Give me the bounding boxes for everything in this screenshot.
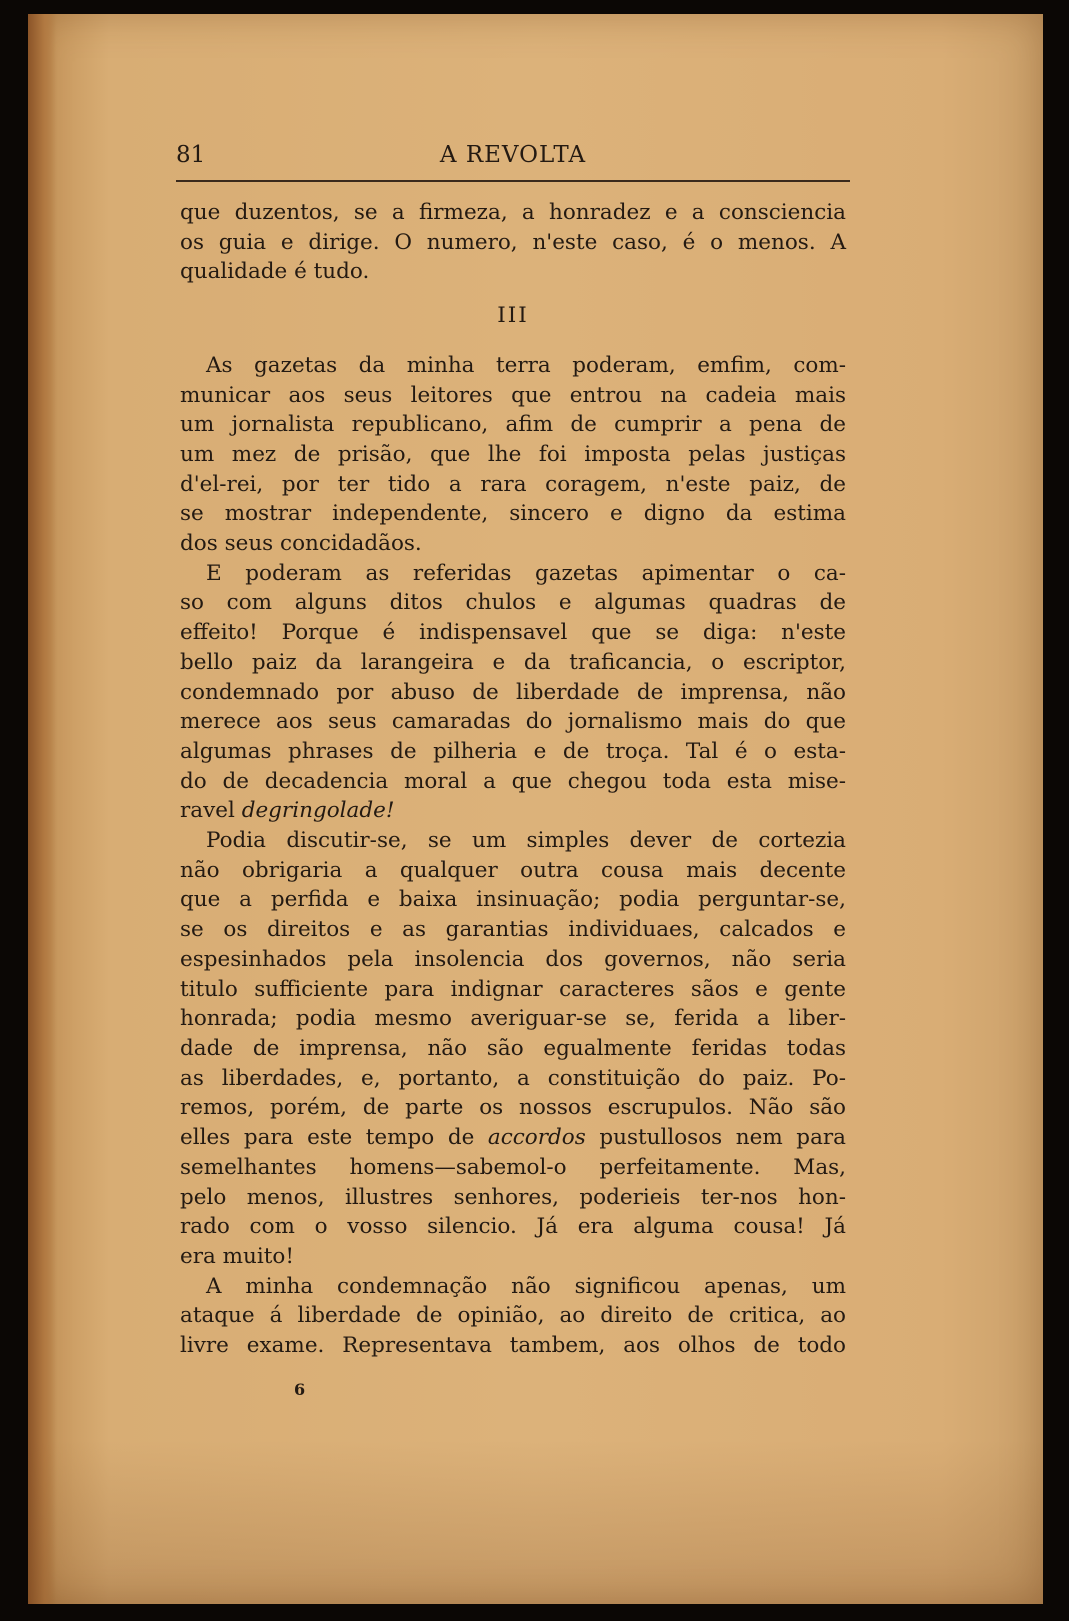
text-line: As gazetas da minha terra poderam, emfim, com- — [206, 352, 846, 378]
text-line: qualidade é tudo. — [180, 259, 370, 285]
text-run: elles para este tempo de — [180, 1125, 488, 1151]
italic-term: accordos — [487, 1125, 586, 1151]
text-line: era muito! — [180, 1243, 294, 1269]
running-title: A REVOLTA — [439, 142, 587, 168]
text-run: pustullosos nem para — [585, 1125, 846, 1151]
text-line — [180, 1123, 846, 1153]
body-text — [180, 198, 846, 1361]
text-line: rado com o vosso silencio. Já era alguma cousa! Já — [180, 1214, 846, 1240]
text-line: um jornalista republicano, afim de cumprir a pena de — [180, 412, 846, 438]
text-line: semelhantes homens—sabemol-o perfeitamente. Mas, — [180, 1154, 846, 1180]
text-line — [180, 796, 846, 826]
text-line: pelo menos, illustres senhores, poderieis ter-nos hon- — [180, 1184, 846, 1210]
text-line: merece aos seus camaradas do jornalismo mais do que — [180, 709, 846, 735]
text-line: dade de imprensa, não são egualmente feridas todas — [180, 1035, 846, 1061]
text-line: que duzentos, se a firmeza, a honradez e a consciencia — [180, 200, 846, 225]
text-line: os guia e dirige. O numero, n'este caso, é o menos. A — [180, 229, 846, 255]
text-line: dos seus concidadãos. — [180, 531, 422, 557]
text-run: ravel — [180, 798, 242, 824]
text-line: effeito! Porque é indispensavel que se diga: n'este — [180, 620, 846, 646]
text-line: ataque á liberdade de opinião, ao direito de critica, ao — [180, 1303, 846, 1329]
text-line: titulo sufficiente para indignar caracteres sãos e gente — [180, 976, 846, 1002]
text-line: algumas phrases de pilheria e de troça. Tal é o esta- — [180, 738, 846, 764]
signature-mark: 6 — [294, 1380, 306, 1399]
text-line: não obrigaria a qualquer outra cousa mais decente — [180, 857, 846, 883]
text-line: que a perfida e baixa insinuação; podia perguntar-se, — [180, 887, 846, 913]
page-shading — [28, 1440, 1043, 1604]
text-line: se os direitos e as garantias individuaes, calcados e — [180, 917, 846, 943]
text-line: um mez de prisão, que lhe foi imposta pelas justiças — [180, 441, 846, 467]
section-heading: III — [497, 303, 529, 329]
text-line: livre exame. Representava tambem, aos olhos de todo — [180, 1333, 846, 1359]
book-spine-shadow — [28, 14, 56, 1604]
page-number: 81 — [176, 142, 206, 168]
text-line: d'el-rei, por ter tido a rara coragem, n'este paiz, de — [180, 471, 846, 497]
header-rule — [176, 180, 850, 182]
text-line: E poderam as referidas gazetas apimentar o ca- — [206, 560, 846, 586]
text-line: bello paiz da larangeira e da traficancia, o escriptor, — [180, 649, 846, 675]
text-line: so com alguns ditos chulos e algumas quadras de — [180, 590, 846, 616]
text-line: A minha condemnação não significou apenas, um — [206, 1273, 846, 1299]
italic-term: degringolade! — [241, 798, 395, 824]
page-header — [176, 142, 850, 176]
text-line: do de decadencia moral a que chegou toda esta mise- — [180, 768, 846, 794]
text-line: espesinhados pela insolencia dos governos, não seria — [180, 946, 846, 972]
text-line: honrada; podia mesmo averiguar-se se, ferida a liber- — [180, 1006, 846, 1032]
text-line: remos, porém, de parte os nossos escrupulos. Não são — [180, 1095, 846, 1121]
text-line: condemnado por abuso de liberdade de imprensa, não — [180, 679, 846, 705]
text-line: Podia discutir-se, se um simples dever de cortezia — [206, 828, 846, 854]
text-line: municar aos seus leitores que entrou na cadeia mais — [180, 382, 846, 408]
text-line: as liberdades, e, portanto, a constituição do paiz. Po- — [180, 1065, 846, 1091]
text-line: se mostrar independente, sincero e digno da estima — [180, 501, 846, 527]
